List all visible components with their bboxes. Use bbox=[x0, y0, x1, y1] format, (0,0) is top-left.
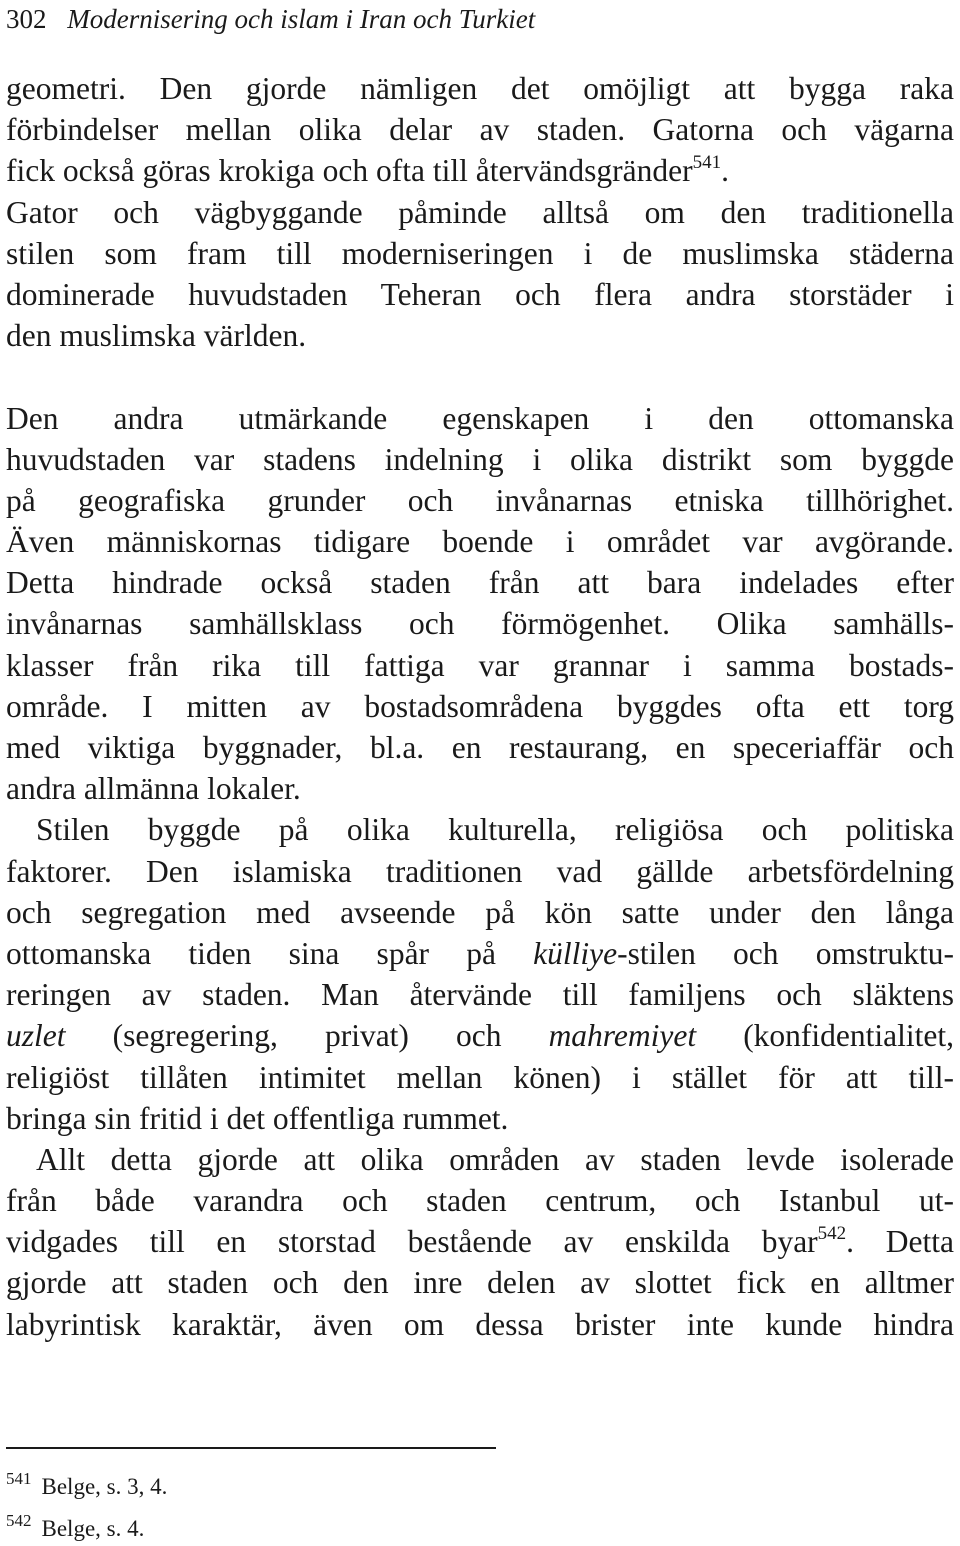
italic-term: külliye bbox=[533, 935, 618, 971]
footnote bbox=[6, 1462, 167, 1504]
paragraph-gap bbox=[6, 356, 954, 397]
text-line: geometri. Den gjorde nämligen det omöjligt att bygga raka bbox=[6, 71, 954, 106]
text-line: huvudstaden var stadens indelning i olika distrikt som byggde bbox=[6, 441, 954, 477]
text-line: stilen som fram till moderniseringen i de muslimska städerna bbox=[6, 235, 954, 271]
text-line: Stilen byggde på olika kulturella, religiösa och politiska bbox=[36, 812, 954, 848]
text-line: Den andra utmärkande egenskapen i den ottomanska bbox=[6, 400, 954, 436]
text-line: invånarnas samhällsklass och förmögenhet. Olika samhälls- bbox=[6, 606, 954, 642]
footnote-text: Belge, s. 4. bbox=[41, 1516, 145, 1541]
page-number: 302 bbox=[6, 4, 47, 34]
footnote-separator bbox=[6, 1447, 496, 1449]
paragraph bbox=[6, 398, 954, 810]
paragraph bbox=[6, 68, 954, 356]
book-page bbox=[6, 0, 954, 1545]
text-line: från både varandra och staden centrum, och Istanbul ut- bbox=[6, 1183, 954, 1219]
footnote-ref[interactable]: 542 bbox=[817, 1223, 847, 1245]
paragraph bbox=[6, 1139, 954, 1345]
text-line: reringen av staden. Man återvände till familjens och släktens bbox=[6, 977, 954, 1013]
text-line: på geografiska grunder och invånarnas etniska tillhörighet. bbox=[6, 482, 954, 518]
text-line: gjorde att staden och den inre delen av slottet fick en alltmer bbox=[6, 1265, 954, 1301]
running-title: Modernisering och islam i Iran och Turkiet bbox=[67, 4, 536, 34]
text-line: med viktiga byggnader, bl.a. en restaurang, en speceriaffär och bbox=[6, 730, 954, 765]
text-line bbox=[6, 1221, 954, 1262]
line-text: -stilen och omstruktu- bbox=[617, 935, 954, 971]
line-text: fick också göras krokiga och ofta till återvändsgränder bbox=[6, 153, 693, 189]
line-text: ottomanska tiden sina spår på bbox=[6, 935, 534, 971]
footnote-text: Belge, s. 3, 4. bbox=[41, 1474, 168, 1499]
italic-term: uzlet bbox=[6, 1018, 66, 1054]
text-line: förbindelser mellan olika delar av staden. Gatorna och vägarna bbox=[6, 112, 954, 148]
text-line: faktorer. Den islamiska traditionen vad gällde arbetsfördelning bbox=[6, 853, 954, 889]
line-text: . Detta bbox=[846, 1224, 954, 1260]
line-text: (konfidentialitet, bbox=[696, 1018, 954, 1054]
text-line bbox=[6, 150, 954, 191]
text-line: Gator och vägbyggande påminde alltså om den traditionella bbox=[6, 194, 954, 230]
line-text: (segregering, privat) och bbox=[65, 1018, 549, 1054]
line-text: . bbox=[721, 153, 729, 189]
text-line: Detta hindrade också staden från att bara indelades efter bbox=[6, 565, 954, 601]
text-line: andra allmänna lokaler. bbox=[6, 771, 301, 807]
paragraph bbox=[6, 809, 954, 1139]
text-line: dominerade huvudstaden Teheran och flera andra storstäder i bbox=[6, 276, 954, 312]
text-line: bringa sin fritid i det offentliga rummet. bbox=[6, 1100, 509, 1136]
footnote-number: 541 bbox=[6, 1469, 32, 1488]
footnotes bbox=[6, 1462, 167, 1546]
text-line: klasser från rika till fattiga var grannar i samma bostads- bbox=[6, 647, 954, 683]
italic-term: mahremiyet bbox=[548, 1018, 697, 1054]
line-text: vidgades till en storstad bestående av enskilda byar bbox=[6, 1224, 818, 1260]
text-line bbox=[6, 933, 954, 974]
text-line: Även människornas tidigare boende i området var avgörande. bbox=[6, 524, 954, 560]
footnote-ref[interactable]: 541 bbox=[692, 152, 722, 174]
text-line bbox=[6, 1015, 954, 1056]
text-line: område. I mitten av bostadsområdena byggdes ofta ett torg bbox=[6, 688, 954, 724]
text-line: den muslimska världen. bbox=[6, 318, 307, 354]
body-text bbox=[6, 68, 954, 1345]
footnote bbox=[6, 1504, 167, 1546]
text-line: religiöst tillåten intimitet mellan könen) i stället för att till- bbox=[6, 1059, 954, 1095]
footnote-number: 542 bbox=[6, 1511, 32, 1530]
running-header bbox=[6, 4, 535, 34]
text-line: och segregation med avseende på kön satte under den långa bbox=[6, 894, 954, 930]
text-line: Allt detta gjorde att olika områden av staden levde isolerade bbox=[36, 1141, 954, 1177]
text-line: labyrintisk karaktär, även om dessa brister inte kunde hindra bbox=[6, 1306, 954, 1342]
